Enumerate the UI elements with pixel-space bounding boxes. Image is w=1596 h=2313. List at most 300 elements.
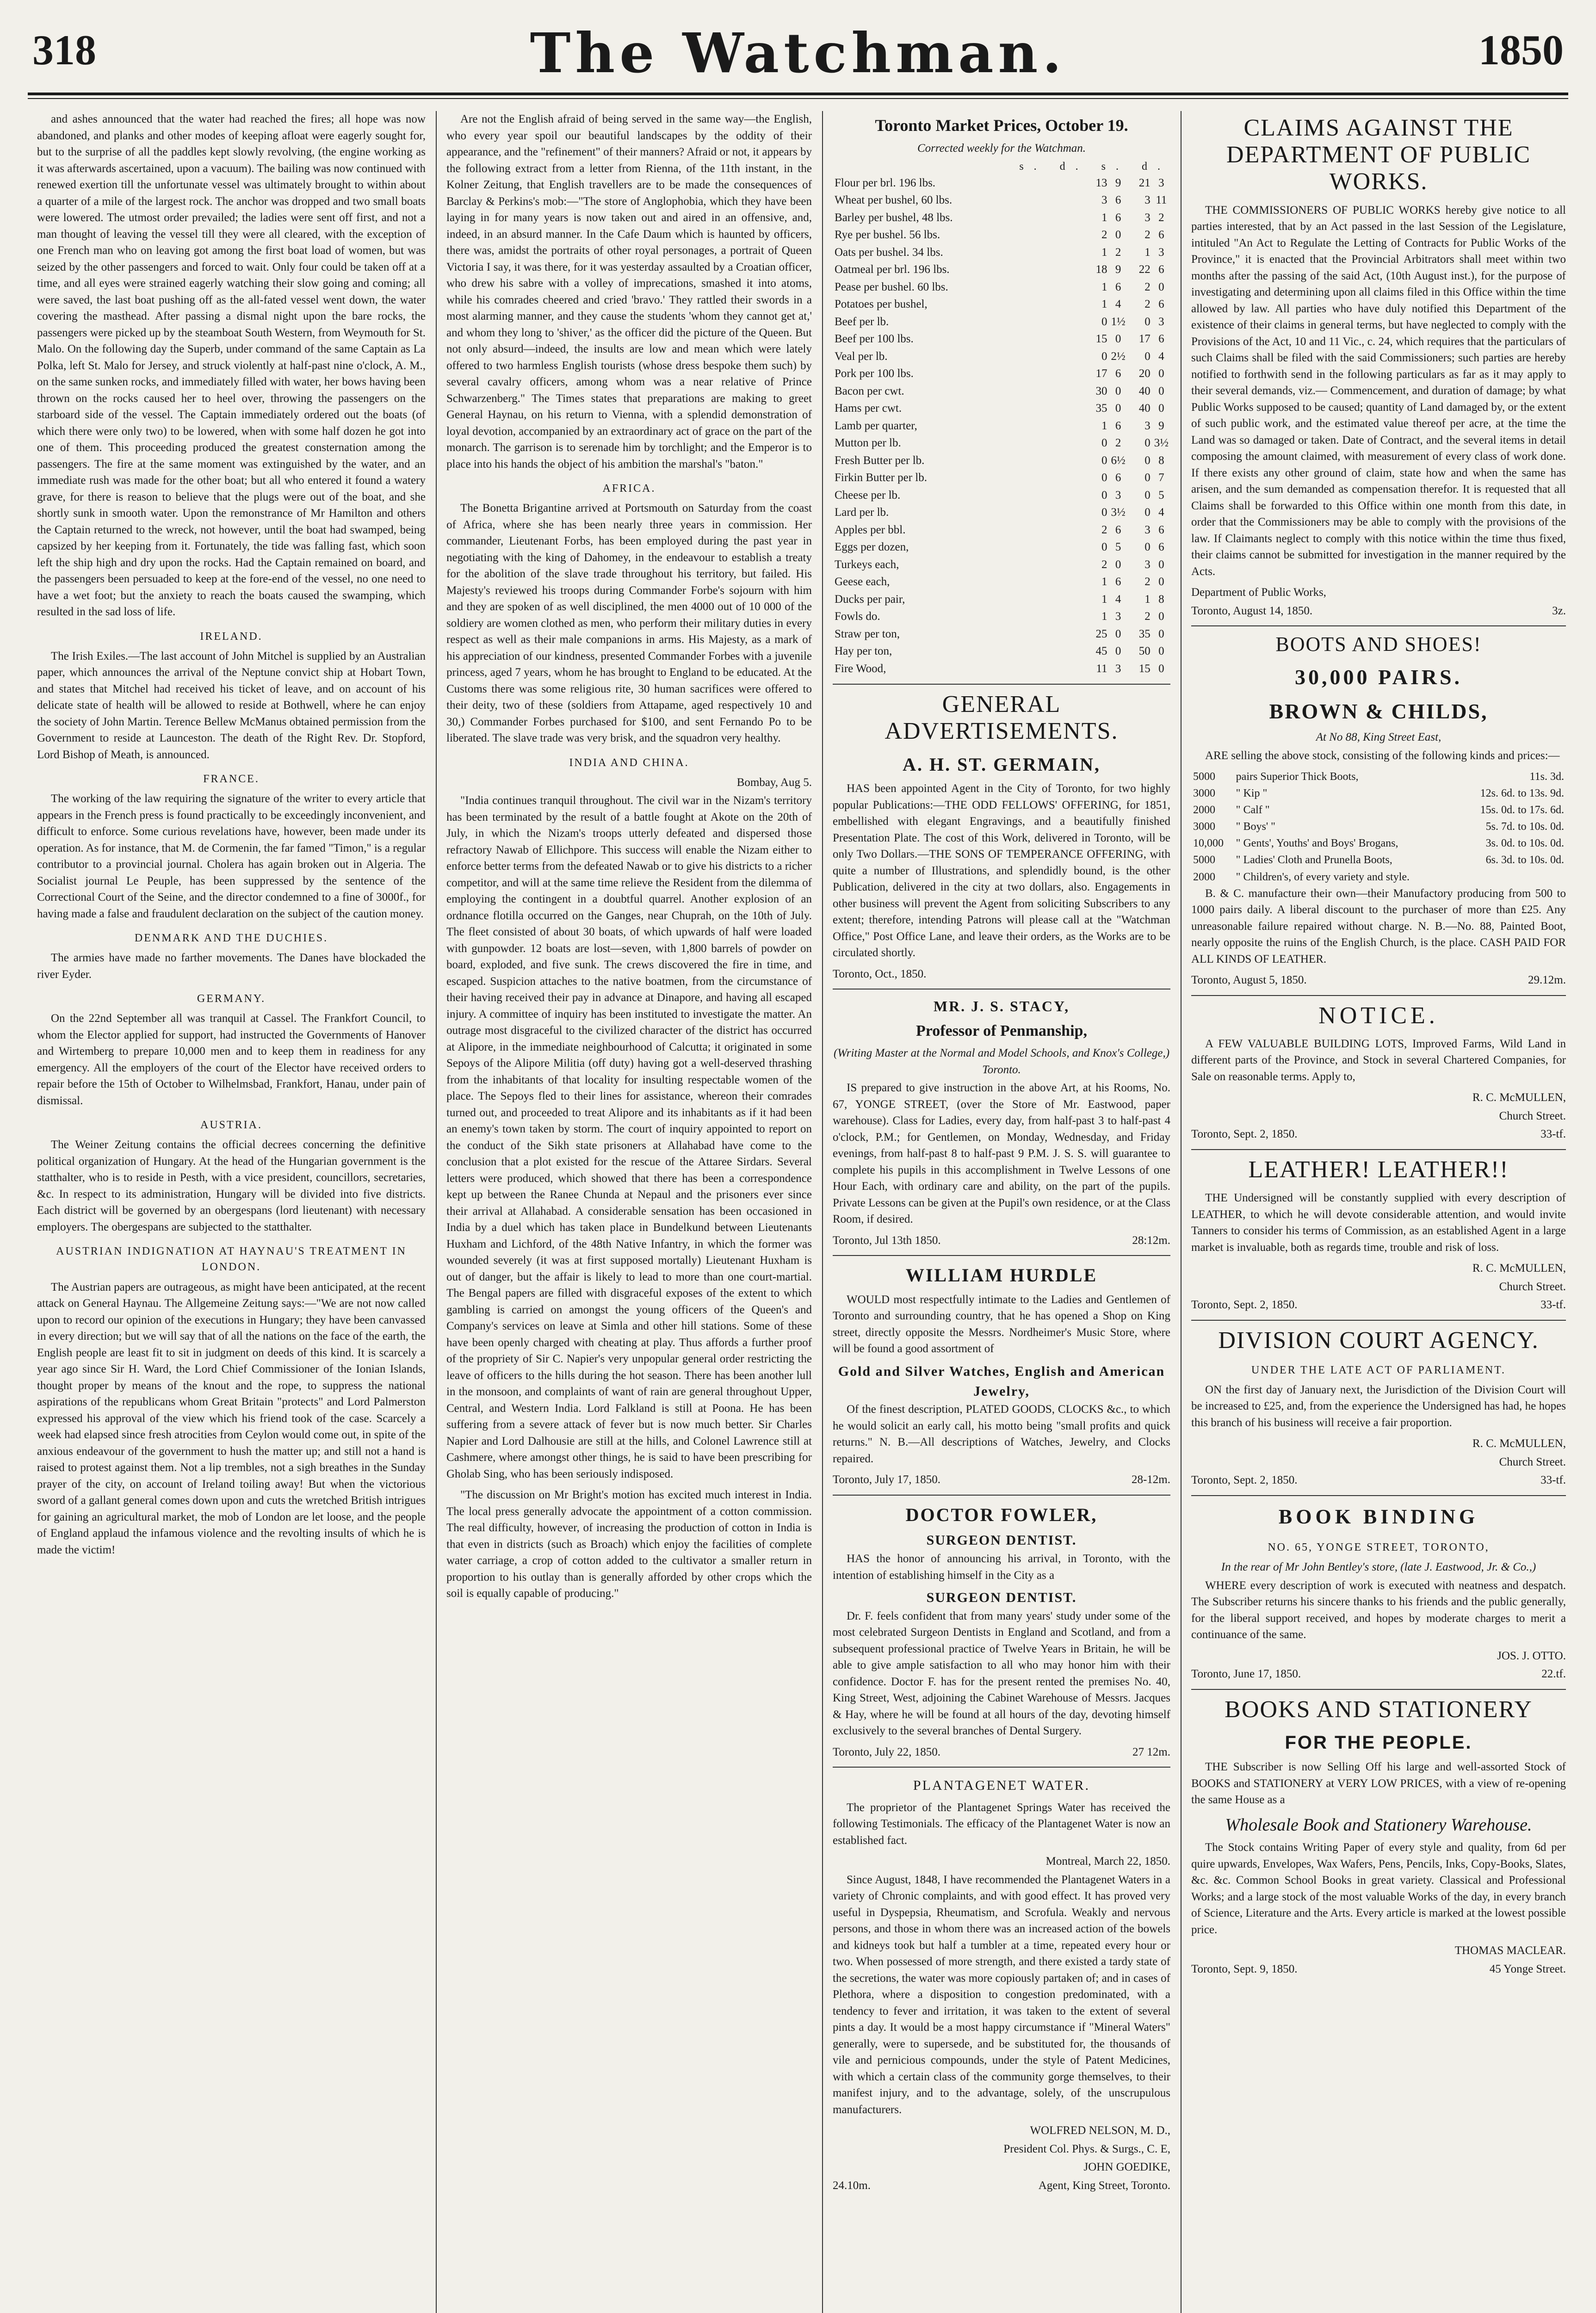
ad-firm: BROWN & CHILDS, (1269, 699, 1488, 723)
market-value: 1 (1101, 610, 1107, 623)
market-value: 3 (1158, 315, 1164, 328)
ad-signature: Church Street. (1499, 1455, 1566, 1468)
market-value: 21 (1138, 176, 1151, 189)
article-paragraph: "The discussion on Mr Bright's motion has excited much interest in India. The local press generally advocate the appointment of a cotton commission. The real difficulty, however, of increasing the production of cotton in India is that even in districts (such as Broach) which enjoy the facilities of complete water carriage, a crop of cotton added to the cultivator a smaller return in proportion to his outlay than is generally afforded by other crops which the soil is equally capable of producing." (446, 1489, 812, 1600)
market-value: 9 (1158, 419, 1164, 432)
ad-body: Of the finest description, PLATED GOODS, CLOCKS &c., to which he would solicit an early call, his motto being "small profits and quick returns." N. B.—All descriptions of Watches, Jewelry, and Clocks repaired. (833, 1403, 1170, 1465)
market-value: 0 (1158, 662, 1164, 675)
column-3 (833, 111, 1170, 2313)
market-value: 0 (1115, 402, 1121, 415)
market-value: 0 (1115, 333, 1121, 346)
market-row (833, 383, 1170, 400)
ad-claims (1191, 115, 1566, 619)
news-section (37, 1117, 426, 1235)
news-section (37, 991, 426, 1109)
price-item: " Kip " (1236, 787, 1268, 800)
price-item: pairs Superior Thick Boots, (1236, 771, 1359, 783)
price-item: " Ladies' Cloth and Prunella Boots, (1236, 854, 1392, 866)
market-item: Cheese per lb. (835, 489, 901, 501)
market-title: Toronto Market Prices, October 19. (875, 116, 1128, 135)
market-value: 0 (1144, 506, 1151, 519)
masthead (28, 19, 1568, 88)
ad-signature: Department of Public Works, (1191, 586, 1326, 599)
market-value: 9 (1115, 263, 1121, 276)
market-value: 0 (1144, 350, 1151, 363)
ad-notice (1191, 1002, 1566, 1143)
market-value: 3 (1115, 610, 1121, 623)
news-section (37, 930, 426, 983)
article-paragraph: and ashes announced that the water had reached the fires; all hope was now abandoned, and planks and other modes of keeping afloat were eagerly sought for, but to the surprise of all the paddles kept slowly revolving, (the engine working as it was afterwards ascertained, upon a vacuum). The bailing was now continued with renewed exertion till the unfortunate vessel was ultimately brought to within about a quarter of a mile of the largest rock. The anchor was dropped and two small boats were lowered. The utmost order prevailed; the ladies were sent off first, and not a man thought of leaving the vessel till they were all cleared, with the exception of one French man who on leaving got among the first boat load of women, but was seized by the other passengers and forced to wait. Only four could be taken off at a time, and all eyes were strained eagerly watching their slow going and coming; all were saved, the last boat pushing off as the all-fated vessel went down, the water covering the masthead. After passing a dismal night upon the bare rocks, the passengers were picked up by the steamboat South Western, from Weymouth for St. Malo. On the following day the Superb, under command of the same Captain as La Polka, left St. Malo for Jersey, and struck violently at half-past nine o'clock, A. M., on the same sunken rocks, and immediately filled with water, her bows having been thrown on the rocks caused her to heel over, throwing the passengers on the starboard side of the vessel. The Captain immediately ordered out the boats (of which there were only two) to be lowered, when with some half dozen he got into one of them. This proceeding produced the greatest consternation among the passengers. The fire at the same moment was extinguished by the water, and an immediate rush was made for the other boat; but all who entered it found a watery grave, for there is reason to believe that the plugs were out of the boat, and she shortly sunk in smooth water. Upon the remonstrance of Mr Hamilton and others the Captain returned to the wreck, not however, until the boat had swamped, being capsized by her keeping from it. Fortunately, the tide was falling fast, which soon left the ship high and dry upon the rocks. Had the Captain remained on board, and the passengers been persuaded to keep at the fore-end of the vessel, no one need to have a wet foot; but the anxiety to reach the boats caused the swamping, which resulted in the sad loss of life. (37, 113, 426, 618)
market-row (833, 521, 1170, 539)
market-row (833, 487, 1170, 504)
market-item: Hay per ton, (835, 645, 892, 658)
article-paragraph: The working of the law requiring the signature of the writer to every article that appears in the French press is found practically to be exceedingly inconvenient, and difficult to enforce. Some curious revelations have, however, been made under its operation. As for instance, that M. de Cormenin, the far famed "Timon," is a regular contributor to a provincial journal. Cholera has again broken out in Algeria. The Socialist journal Le Peuple, has been suppressed by the sentence of the Correctional Court of the Seine, and the director condemned to a fine of 3000f., for having made a false and fraudulent declaration on the subject of the caution money. (37, 792, 426, 920)
ad-body: WOULD most respectfully intimate to the Ladies and Gentlemen of Toronto and surrounding country, that he has opened a Shop on King street, directly opposite the Messrs. Nordheimer's Music Store, where will be found a good assortment of (833, 1293, 1170, 1355)
market-value: 0 (1158, 575, 1164, 588)
market-row (833, 400, 1170, 417)
ad-pairs: 30,000 PAIRS. (1294, 665, 1463, 689)
market-column-header: s. d. s. d. (1019, 160, 1170, 173)
ad-date: Toronto, Sept. 2, 1850. (1191, 1299, 1298, 1311)
market-value: 6 (1115, 194, 1121, 207)
market-item: Veal per lb. (835, 350, 888, 363)
price-row (1191, 852, 1566, 868)
ad-body: HAS the honor of announcing his arrival, in Toronto, with the intention of establishing himself in the City as a (833, 1552, 1170, 1582)
market-row (833, 469, 1170, 487)
divider (833, 1767, 1170, 1768)
divider (833, 684, 1170, 685)
market-row (833, 643, 1170, 660)
ad-signature: President Col. Phys. & Surgs., C. E, (1003, 2142, 1170, 2155)
market-value: 1 (1144, 593, 1151, 606)
ad-ref: 28-12m. (1131, 1473, 1170, 1486)
ad-date: Toronto, June 17, 1850. (1191, 1668, 1301, 1681)
ad-ref: 27 12m. (1132, 1745, 1170, 1758)
market-value: 3 (1158, 246, 1164, 259)
market-value: 0 (1158, 280, 1164, 293)
market-value: 6 (1115, 419, 1121, 432)
ad-stgermain (833, 752, 1170, 983)
market-value: 0 (1101, 350, 1107, 363)
market-value: 2 (1158, 211, 1164, 224)
market-value: 11 (1156, 194, 1167, 207)
market-value: 6½ (1111, 454, 1126, 467)
market-item: Potatoes per bushel, (835, 298, 928, 311)
price-value: 15s. 0d. to 17s. 6d. (1480, 804, 1564, 816)
ad-ref: 45 Yonge Street. (1489, 1962, 1566, 1975)
market-value: 6 (1115, 211, 1121, 224)
ad-body: Since August, 1848, I have recommended the Plantagenet Waters in a variety of Chronic complaints, and with good effect. It has proved very useful in Dyspepsia, Rheumatism, and Scrofula. Weakly and nervous persons, and those in whom there was an increased action of the bowels and kidneys took but half a tumbler at a time, repeated every hour or two. When possessed of more strength, and there existed a tardy state of the secretions, the water was more copiously partaken of; and in cases of Plethora, where a disposition to congestion predominated, with a tendency to fever and irritation, it was taken to the extent of several pints a day. It would be a most happy circumstance if "Mineral Waters" generally, were to supersede, and be substituted for, the thousands of vile and pernicious compounds, under the style of Patent Medicines, with which a certain class of the community gorge themselves, to their manifest injury, and to the advantage, solely, of the unscrupulous manufacturers. (833, 1873, 1170, 2116)
news-section (446, 481, 812, 747)
market-value: 1 (1144, 246, 1151, 259)
market-value: 7 (1158, 471, 1164, 484)
price-qty: 5000 (1193, 854, 1215, 866)
article-paragraph: Are not the English afraid of being served in the same way—the English, who every year spoil our beautiful landscapes by the oddity of their appearance, and the "refinement" of their manners? Afraid or not, it appears by the following extract from a letter from Rienna, of the 11th instant, in the Kolner Zeitung, that English travellers are to be made the consequences of Barclay & Perkins's mob:—"The store of Anglophobia, which they have been laying in for many years is now taken out and aired in an offensive, and, indeed, in an absurd manner. In the Cafe Daum which is haunted by officers, there was, amidst the portraits of other royal personages, a portrait of Queen Victoria I say, it was there, for it was yesterday assaulted by a Croatian officer, who drew his sabre with a volley of imprecations, smashed it into atoms, while his comrades cheered and cried 'bravo.' They rattled their swords in a most alarming manner, and they cause the students 'whom they cannot get at,' and whom they long to 'shiver,' as the officer did the picture of the Queen. But not only absurd—indeed, the insults are low and mean which were lately offered to two harmless English tourists (whose dress bespoke them such) by several cavalry officers, among whom was a near relative of Prince Schwarzenberg." The Times states that preparations are making to greet General Haynau, on his return to Vienna, with a splendid demonstration of loyal devotion, accompanied by an extraordinary act of grace on the part of the monarch. The garrison is to serenade him by torchlight; and the Emperor is to place into his hands the object of his ambition the marshal's "baton." (446, 113, 812, 470)
section-head: AUSTRIA. (200, 1119, 262, 1132)
price-value: 12s. 6d. to 13s. 9d. (1480, 787, 1564, 800)
market-value: 18 (1095, 263, 1107, 276)
ad-ref: 22.tf. (1541, 1668, 1566, 1681)
ad-body: WHERE every description of work is executed with neatness and despatch. The Subscriber returns his sincere thanks to his friends and the public generally, for the liberal support received, and hopes by moderate charges to merit a continuance of the same. (1191, 1579, 1566, 1641)
ad-title: A. H. ST. GERMAIN, (903, 754, 1101, 775)
section-head: AFRICA. (602, 482, 656, 495)
ad-subtitle: UNDER THE LATE ACT OF PARLIAMENT. (1251, 1364, 1506, 1376)
market-value: 3 (1158, 176, 1164, 189)
column-divider (436, 111, 437, 2313)
ad-body: HAS been appointed Agent in the City of Toronto, for two highly popular Publications:—THE ODD FELLOWS' OFFERING, for 1851, embellished with elegant Engravings, and a beautifully finished Presentation Plate. The cost of this Work, delivered in Toronto, will be only Two Dollars.—THE SONS OF TEMPERANCE OFFERING, with quite a number of Illustrations, and splendidly bound, is the other Publication, delivered in the city at two dollars, also. Engagements in other business will prevent the Agent from soliciting Subscribers to any extent; therefore, intending Patrons will please call at the "Watchman Office," Post Office Lane, and leave their orders, as the Works are to be circulated shortly. (833, 782, 1170, 959)
market-item: Hams per cwt. (835, 402, 902, 415)
market-value: 35 (1095, 402, 1107, 415)
ad-body: B. & C. manufacture their own—their Manufactory producing from 500 to 1000 pairs daily. A liberal discount to the purchaser of more than £25. Any unreasonable failure repaired without charge. N. B.—No. 88, Painted Boot, nearly opposite the ruins of the English Church, is the place. CASH PAID FOR ALL KINDS OF LEATHER. (1191, 887, 1566, 965)
ad-subtitle: SURGEON DENTIST. (926, 1533, 1077, 1548)
ad-date: Toronto, Sept. 2, 1850. (1191, 1474, 1298, 1487)
market-value: 0 (1101, 454, 1107, 467)
ad-ref: 33-tf. (1540, 1474, 1566, 1487)
price-value (1456, 869, 1566, 885)
ad-note: (Writing Master at the Normal and Model Schools, and Knox's College,) Toronto. (833, 1047, 1170, 1076)
article-paragraph: The Irish Exiles.—The last account of John Mitchel is supplied by an Australian paper, which announces the arrival of the Neptune convict ship at Hobart Town, and states that Mitchel had received his ticket of leave, and on account of his delicate state of health will be allowed to reside at Bothwell, where he can enjoy the society of John Martin. Terence Bellew McManus obtained permission from the Government to reside at Launceston. The death of the Right Rev. Dr. Stopford, Lord Bishop of Meath, is announced. (37, 649, 426, 761)
ad-signature: Church Street. (1499, 1109, 1566, 1122)
ad-subtitle: FOR THE PEOPLE. (1285, 1732, 1472, 1753)
market-item: Ducks per pair, (835, 593, 905, 606)
market-value: 3 (1115, 662, 1121, 675)
masthead-rule (28, 93, 1568, 95)
market-row (833, 313, 1170, 331)
divider (1191, 995, 1566, 996)
market-item: Firkin Butter per lb. (835, 471, 927, 484)
news-section (37, 629, 426, 763)
divider (833, 989, 1170, 990)
section-head: FRANCE. (203, 773, 260, 785)
market-value: 8 (1158, 454, 1164, 467)
market-value: 2 (1144, 298, 1151, 311)
article-paragraph: The Weiner Zeitung contains the official decrees concerning the definitive political organization of Hungary. At the head of the Hungarian government is the statthalter, who is to reside in Pesth, with a vice president, councillors, secretaries, &c. In respect to its administration, Hungary will be divided into five districts. Each district will be governed by an obergespans (lord lieutenant) with necessary employers. The obergespans are subjected to the statthalter. (37, 1138, 426, 1233)
market-value: 5 (1158, 489, 1164, 501)
market-value: 6 (1158, 229, 1164, 241)
market-row (833, 261, 1170, 278)
market-value: 20 (1138, 367, 1151, 380)
market-item: Straw per ton, (835, 627, 900, 640)
market-value: 50 (1138, 645, 1151, 658)
market-value: 40 (1138, 402, 1151, 415)
section-head: AUSTRIAN INDIGNATION AT HAYNAU'S TREATMENT IN LONDON. (56, 1245, 407, 1274)
market-value: 9 (1115, 176, 1121, 189)
ad-signature: R. C. McMULLEN, (1472, 1091, 1566, 1104)
market-value: 0 (1158, 610, 1164, 623)
ad-body: THE Subscriber is now Selling Off his large and well-assorted Stock of BOOKS and STATIONERY at VERY LOW PRICES, with a view of re-opening the same House as a (1191, 1761, 1566, 1806)
market-item: Beef per lb. (835, 315, 889, 328)
market-value: 2 (1144, 229, 1151, 241)
market-row (833, 556, 1170, 574)
market-value: 0 (1158, 384, 1164, 397)
market-value: 0 (1101, 315, 1107, 328)
market-value: 4 (1115, 298, 1121, 311)
market-item: Fresh Butter per lb. (835, 454, 925, 467)
ad-goods: Gold and Silver Watches, English and American Jewelry, (838, 1363, 1165, 1399)
market-value: 6 (1158, 523, 1164, 536)
market-value: 3 (1144, 194, 1151, 207)
market-value: 35 (1138, 627, 1151, 640)
ad-ref: 29.12m. (1528, 974, 1566, 987)
divider (1191, 1149, 1566, 1150)
boots-price-table (1191, 768, 1566, 885)
market-value: 2 (1101, 523, 1107, 536)
ad-title: DIVISION COURT AGENCY. (1218, 1327, 1539, 1354)
divider (833, 1495, 1170, 1496)
newspaper-title: The Watchman. (530, 21, 1066, 85)
ad-ref: 24.10m. (833, 2179, 871, 2192)
price-qty: 3000 (1193, 821, 1215, 833)
ad-warehouse: Wholesale Book and Stationery Warehouse. (1225, 1815, 1532, 1835)
ad-ref: 28:12m. (1132, 1234, 1170, 1247)
divider (1191, 625, 1566, 626)
market-row (833, 417, 1170, 435)
ad-subtitle: In the rear of Mr John Bentley's store, (late J. Eastwood, Jr. & Co.,) (1221, 1561, 1536, 1574)
ad-signature: R. C. McMULLEN, (1472, 1262, 1566, 1275)
market-item: Beef per 100 lbs. (835, 333, 914, 346)
market-item: Fire Wood, (835, 662, 886, 675)
divider (1191, 1689, 1566, 1690)
ad-body: ARE selling the above stock, consisting of the following kinds and prices:— (1205, 749, 1560, 762)
divider (1191, 1320, 1566, 1321)
market-value: 1 (1101, 298, 1107, 311)
market-value: 17 (1138, 333, 1151, 346)
market-row (833, 226, 1170, 244)
ad-ref: 3z. (1552, 604, 1566, 617)
market-row (833, 330, 1170, 348)
market-value: 0 (1144, 454, 1151, 467)
market-item: Rye per bushel. 56 lbs. (835, 229, 940, 241)
market-value: 25 (1095, 627, 1107, 640)
column-4 (1191, 111, 1566, 2313)
ad-body: THE Undersigned will be constantly supplied with every description of LEATHER, to which he will devote considerable attention, and would invite Tanners to consider his terms of Commission, as an established Agent in a large market is invaluable, both as regards time, trouble and risk of loss. (1191, 1192, 1566, 1254)
article-paragraph: On the 22nd September all was tranquil at Cassel. The Frankfort Council, to whom the Elector applied for support, had instructed the Governments of Hanover and Wirtemberg to prepare 10,000 men and to keep them in readiness for any emergency. All the employers of the court of the Elector have received orders to repair before the 15th of October to Wilhelmsbad, Frankfort, Hanau, under pain of dismissal. (37, 1012, 426, 1107)
price-item: " Calf " (1236, 804, 1270, 816)
ad-signature: R. C. McMULLEN, (1472, 1437, 1566, 1450)
market-value: 2 (1115, 246, 1121, 259)
ad-fowler (833, 1502, 1170, 1760)
price-qty: 10,000 (1193, 837, 1224, 850)
market-value: 0 (1158, 402, 1164, 415)
market-item: Pease per bushel. 60 lbs. (835, 280, 948, 293)
section-head: IRELAND. (200, 630, 263, 643)
ad-body: ON the first day of January next, the Jurisdiction of the Division Court will be increased to £25, and, from the experience the Undersigned has had, he hopes this branch of his business will receive a fair proportion. (1191, 1383, 1566, 1429)
market-item: Flour per brl. 196 lbs. (835, 176, 936, 189)
ad-date: Toronto, July 17, 1850. (833, 1473, 940, 1486)
market-value: 2 (1144, 610, 1151, 623)
ad-ref: 33-tf. (1540, 1299, 1566, 1311)
market-value: 5 (1115, 541, 1121, 554)
market-value: 0 (1144, 471, 1151, 484)
market-value: 0 (1158, 645, 1164, 658)
price-qty: 2000 (1193, 871, 1215, 883)
ad-title: NOTICE. (1318, 1002, 1439, 1029)
market-row (833, 244, 1170, 261)
ad-leather (1191, 1156, 1566, 1313)
price-item: " Boys' " (1236, 821, 1275, 833)
market-value: 4 (1158, 506, 1164, 519)
market-value: 40 (1138, 384, 1151, 397)
market-item: Barley per bushel, 48 lbs. (835, 211, 953, 224)
section-head: INDIA AND CHINA. (569, 756, 689, 769)
market-row (833, 348, 1170, 365)
market-value: 0 (1158, 627, 1164, 640)
section-head: GERMANY. (197, 993, 266, 1005)
section-head: DENMARK AND THE DUCHIES. (134, 932, 328, 945)
market-subtitle: Corrected weekly for the Watchman. (917, 142, 1086, 155)
news-section (446, 755, 812, 1602)
general-ads-banner: GENERAL ADVERTISEMENTS. (885, 691, 1119, 745)
ad-date: Toronto, Sept. 9, 1850. (1191, 1962, 1298, 1975)
market-value: 6 (1115, 280, 1121, 293)
price-row (1191, 802, 1566, 818)
ad-title: CLAIMS AGAINST THE DEPARTMENT OF PUBLIC WORKS. (1226, 115, 1531, 195)
ad-title: BOOTS AND SHOES! (1275, 633, 1482, 656)
ad-date: Toronto, Jul 13th 1850. (833, 1234, 941, 1247)
ad-body: The Stock contains Writing Paper of every style and quality, from 6d per quire upwards, Envelopes, Wax Wafers, Pens, Pencils, Inks, Copy-Books, Slates, &c. &c. Common School Books in great variety. Classical and Professional Works; and a large stock of the most valuable Works of the day, in every branch of Science, Literature and the Arts. Every article is marked at the lowest possible price. (1191, 1841, 1566, 1936)
ad-plantagenet (833, 1776, 1170, 2194)
ad-division (1191, 1327, 1566, 1489)
news-section (37, 771, 426, 922)
market-row (833, 504, 1170, 521)
market-value: 2 (1144, 575, 1151, 588)
market-value: 0 (1144, 541, 1151, 554)
market-value: 6 (1115, 367, 1121, 380)
market-row (833, 660, 1170, 678)
news-section (37, 1243, 426, 1558)
market-value: 0 (1101, 471, 1107, 484)
market-item: Oatmeal per brl. 196 lbs. (835, 263, 950, 276)
market-value: 4 (1115, 593, 1121, 606)
market-row (833, 452, 1170, 470)
ad-signature: JOHN GOEDIKE, (1083, 2161, 1170, 2174)
market-item: Geese each, (835, 575, 890, 588)
market-value: 6 (1158, 333, 1164, 346)
article-paragraph: The Bonetta Brigantine arrived at Portsmouth on Saturday from the coast of Africa, where she has been nearly three years in commission. Her commander, Lieutenant Forbs, has been employed during the past year in negotiating with the king of Dahomey, in the endeavour to establish a treaty for the abolition of the slave trade throughout his territory, but failed. His Majesty's reviewed his troops during Commander Forbe's sojourn with him and they are spoken of as well disciplined, the men 4000 out of 10 000 of the soldiery are women clothed as men, who perform their military duties in every respect as well as their male companions in arms. His Majesty, as a mark of his appreciation of our kindness, presented Commander Forbes with a juvenile princess, aged 7 years, whom he has brought to England to be educated. At the Customs there was some religious rite, 30 human sacrifices were offered to their deity, two of these (soldiers from Attapame, aged respectively 10 and 30,) Commander Forbes purchased for $100, and sent Fernando Po to be liberated. The slave trade was very brisk, and the squadron very healthy. (446, 502, 812, 745)
market-item: Turkeys each, (835, 558, 899, 571)
market-value: 1 (1101, 593, 1107, 606)
page-number: 318 (32, 26, 96, 74)
market-value: 0 (1115, 627, 1121, 640)
ad-stacy (833, 996, 1170, 1249)
ad-body: Dr. F. feels confident that from many years' study under some of the most celebrated Surgeon Dentists in England and Scotland, and from a subsequent professional practice of Twelve Years in Britain, he will be able to give ample satisfaction to all who may honor him with their confidence. Doctor F. has for the present rented the premises No. 40, King Street, West, adjoining the Cabinet Warehouse of Messrs. Jacques & Hay, where he will be found at all hours of the day, devoting himself exclusively to the several branches of Dental Surgery. (833, 1609, 1170, 1738)
column-divider (822, 111, 823, 2313)
price-row (1191, 869, 1566, 885)
ad-binding (1191, 1503, 1566, 1682)
market-value: 0 (1101, 506, 1107, 519)
divider (1191, 1495, 1566, 1496)
market-value: 3 (1144, 523, 1151, 536)
market-value: 3 (1115, 489, 1121, 501)
market-row (833, 365, 1170, 383)
price-row (1191, 818, 1566, 835)
market-value: 15 (1138, 662, 1151, 675)
market-value: 6 (1115, 523, 1121, 536)
market-item: Wheat per bushel, 60 lbs. (835, 194, 953, 207)
ad-hurdle (833, 1262, 1170, 1488)
price-value: 3s. 0d. to 10s. 0d. (1485, 837, 1564, 850)
market-item: Eggs per dozen, (835, 541, 909, 554)
market-value: 2 (1101, 229, 1107, 241)
column-divider (1181, 111, 1182, 2313)
market-value: 22 (1138, 263, 1151, 276)
market-row (833, 591, 1170, 608)
market-value: 0 (1115, 384, 1121, 397)
market-value: 0 (1115, 558, 1121, 571)
market-table (833, 174, 1170, 678)
market-value: 1 (1101, 246, 1107, 259)
market-value: 1 (1101, 211, 1107, 224)
ad-signature: THOMAS MACLEAR. (1454, 1944, 1566, 1957)
ad-date: Toronto, Sept. 2, 1850. (1191, 1128, 1298, 1141)
market-value: 0 (1101, 437, 1107, 450)
ad-role: SURGEON DENTIST. (926, 1590, 1077, 1606)
price-value: 5s. 7d. to 10s. 0d. (1485, 821, 1564, 833)
market-value: 1 (1101, 280, 1107, 293)
market-value: 3½ (1154, 437, 1169, 450)
market-value: 1½ (1111, 315, 1126, 328)
ad-body: THE COMMISSIONERS OF PUBLIC WORKS hereby give notice to all parties interested, that by an Act passed in the last Session of the Legislature, intituled "An Act to Regulate the Letting of Contracts for Public Works of the Province," it is enacted that the Provincial Arbitrators shall meet within two months after the passing of the said Act, (10th August inst.), for the purpose of investigating and determining upon all claims filed in this Office within the time allowed by law. All parties who have duly notified this Department of the existence of their claims in general terms, but have neglected to comply with the Provisions of the Act, 10 and 11 Vic., c. 24, which requires that the particulars of such Claims shall be filed with the said Commissioners; such parties are hereby notified to forthwith send in the following particulars as far as it may apply to their several demands, viz.— Commencement, and duration of damage; by what Public Works supposed to be caused; quantity of Land damaged by, or the extent of such public work, and the estimated value thereof per acre, at the time the Land was so damaged or taken. Date of Contract, and the several items in detail composing the amount claimed, with measurement of every class of work done. If there exists any other ground of claim, state how and when the same has arisen, and the sum demanded as compensation therefor. It is requested that all Claims shall be forwarded to this Office within one month from this date, in order that the Commissioners may be able to comply with the provisions of the law. If Claimants neglect to comply with this notice within the time thus fixed, their claims cannot be submitted for investigation in the manner required by the Acts. (1191, 204, 1566, 578)
market-item: Fowls do. (835, 610, 880, 623)
ad-title: DOCTOR FOWLER, (905, 1504, 1098, 1525)
market-item: Mutton per lb. (835, 437, 901, 450)
market-item: Lard per lb. (835, 506, 889, 519)
ad-title: PLANTAGENET WATER. (913, 1778, 1090, 1794)
market-value: 6 (1158, 298, 1164, 311)
market-value: 3 (1144, 558, 1151, 571)
ad-title: BOOK BINDING (1278, 1505, 1479, 1528)
market-value: 0 (1158, 367, 1164, 380)
market-value: 1 (1101, 419, 1107, 432)
market-value: 6 (1158, 541, 1164, 554)
market-value: 13 (1095, 176, 1107, 189)
market-value: 0 (1115, 645, 1121, 658)
market-row (833, 434, 1170, 452)
ad-ref: 33-tf. (1540, 1128, 1566, 1141)
market-row (833, 278, 1170, 296)
market-value: 3 (1144, 211, 1151, 224)
ad-address: At No 88, King Street East, (1316, 731, 1441, 744)
price-value: 6s. 3d. to 10s. 0d. (1485, 854, 1564, 866)
ad-date: Toronto, Oct., 1850. (833, 967, 927, 980)
market-row (833, 174, 1170, 192)
market-value: 6 (1115, 471, 1121, 484)
market-value: 45 (1095, 645, 1107, 658)
market-item: Bacon per cwt. (835, 384, 904, 397)
ad-title: BOOKS AND STATIONERY (1225, 1696, 1533, 1723)
price-qty: 5000 (1193, 771, 1215, 783)
market-value: 6 (1158, 263, 1164, 276)
market-item: Lamb per quarter, (835, 419, 917, 432)
ad-boots (1191, 633, 1566, 988)
market-value: 3 (1101, 194, 1107, 207)
divider (833, 1255, 1170, 1256)
market-value: 2 (1101, 558, 1107, 571)
market-value: 0 (1144, 315, 1151, 328)
market-value: 0 (1115, 229, 1121, 241)
market-item: Pork per 100 lbs. (835, 367, 914, 380)
price-qty: 2000 (1193, 804, 1215, 816)
market-value: 0 (1158, 558, 1164, 571)
year: 1850 (1478, 26, 1564, 74)
ad-date: Montreal, March 22, 1850. (1045, 1855, 1170, 1868)
price-item: " Children's, of every variety and style. (1236, 871, 1410, 883)
ad-date: Toronto, July 22, 1850. (833, 1745, 940, 1758)
market-row (833, 538, 1170, 556)
ad-date: Toronto, August 5, 1850. (1191, 974, 1307, 987)
ad-books (1191, 1696, 1566, 1977)
market-value: 15 (1095, 333, 1107, 346)
